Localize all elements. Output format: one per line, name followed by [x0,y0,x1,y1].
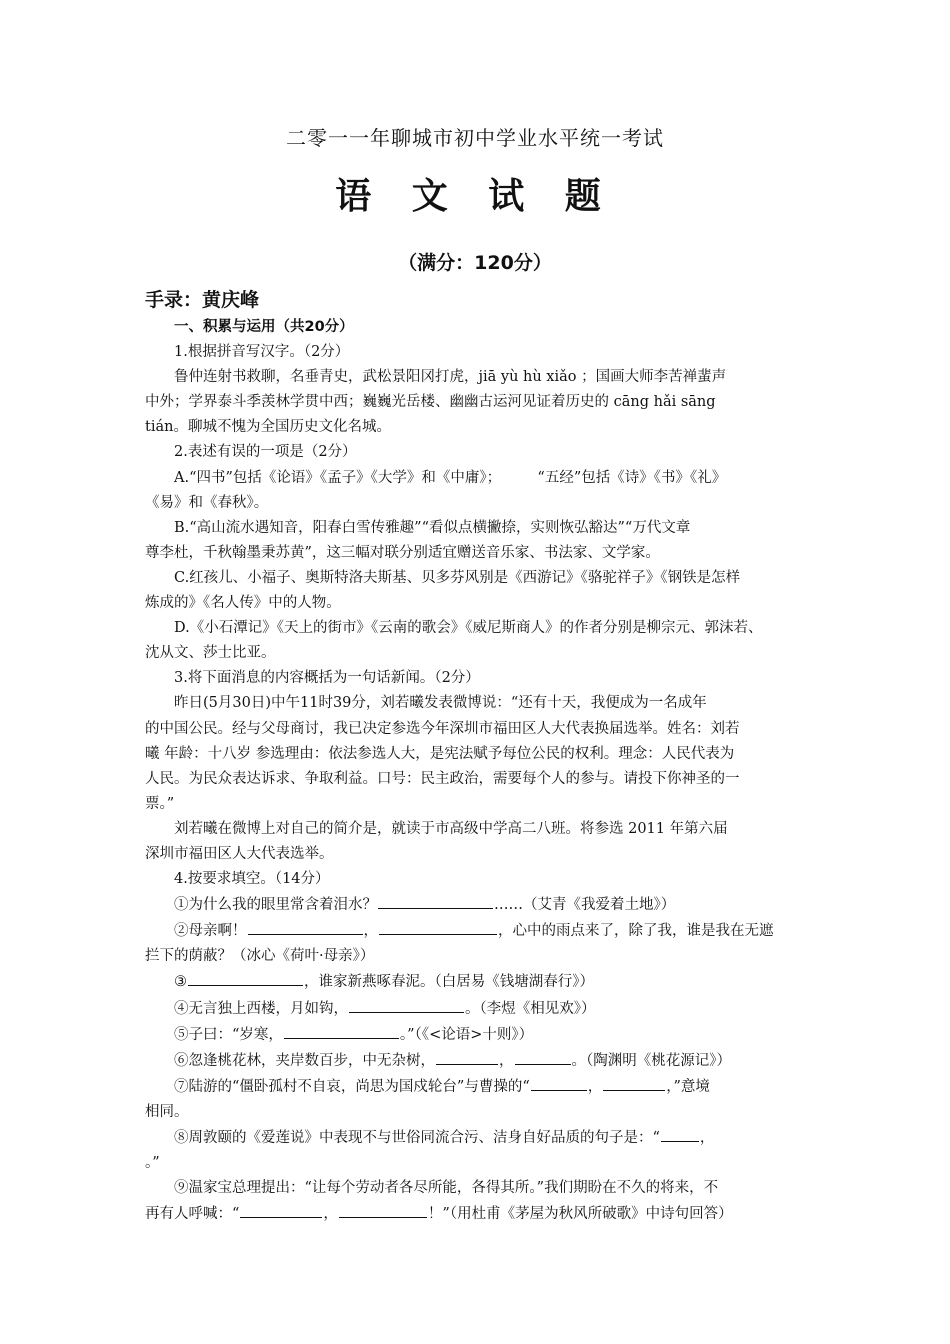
full-score: （满分：120分） [398,252,552,274]
option-c: C.红孩儿、小福子、奥斯特洛夫斯基、贝多芬风别是《西游记》《骆驼祥子》《钢铁是怎样 [174,569,741,586]
answer-blank[interactable] [436,1048,498,1065]
fill-item-text: ②母亲啊！ [174,923,247,940]
fill-item-text: ， [363,923,378,940]
exam-title: 语 文 试 题 [335,176,615,217]
answer-blank[interactable] [188,969,303,986]
option-a-cont: 《易》和《春秋》。 [145,494,269,511]
answer-blank[interactable] [339,1201,427,1218]
news-text-line: 票。” [145,795,175,812]
option-a: A.“四书”包括《论语》《孟子》《大学》和《中庸》； “五经”包括《诗》《书》《礼》 [174,469,727,486]
answer-blank[interactable] [661,1125,699,1142]
option-b: B.“高山流水遇知音，阳春白雪传雅趣”“看似点横撇捺，实则恢弘豁达”“万代文章 [174,519,691,536]
fill-item-text: ，谁家新燕啄春泥。（白居易《钱塘湖春行》） [304,974,594,991]
question-1-text-line: 鲁仲连射书救聊，名垂青史，武松景阳冈打虎，jiā yù hù xiǎo ；国画大师李苦禅蜚声 [174,369,727,386]
fill-item-text: ①为什么我的眼里常含着泪水？ [174,897,377,914]
answer-blank[interactable] [248,918,363,935]
fill-item-text: ③ [174,974,187,991]
fill-item-text: ……（艾青《我爱着土地》） [494,897,676,914]
fill-item-text: ，心中的雨点来了，除了我，谁是我在无遮 [498,923,774,940]
fill-item-2 [145,918,810,944]
exam-subtitle: 二零一一年聊城市初中学业水平统一考试 [286,126,664,150]
exam-content [145,315,810,1227]
fill-item-text: ， [587,1078,603,1095]
question-1-text-line: 中外；学界泰斗季羡林学贯中西；巍巍光岳楼、幽幽古运河见证着历史的 cāng hǎi sāng [145,394,716,411]
news-text-line: 深圳市福田区人大代表选举。 [145,845,334,862]
fill-item-8 [145,1125,810,1151]
answer-blank[interactable] [378,892,493,909]
fill-item-text: ， [323,1206,338,1223]
answer-blank[interactable] [531,1074,587,1091]
answer-blank[interactable] [603,1074,665,1091]
fill-item-4 [145,996,810,1022]
option-b-cont: 尊李杜，千秋翰墨秉苏黄”，这三幅对联分别适宜赠送音乐家、书法家、文学家。 [145,544,660,561]
fill-item-text: ⑧周敦颐的《爱莲说》中表现不与世俗同流合污、洁身自好品质的句子是：“ [174,1130,660,1146]
news-text-line: 昨日(5月30日)中午11时39分，刘若曦发表微博说：“还有十天，我便成为一名成年 [174,695,707,712]
fill-item-2-cont: 拦下的荫蔽？（冰心《荷叶·母亲》） [145,948,375,965]
question-4-stem: 4.按要求填空。（14分） [174,871,330,888]
fill-item-text: ⑦陆游的“僵卧孤村不自哀，尚思为国戍轮台”与曹操的“ [174,1078,530,1095]
fill-item-text: 。（李煜《相见欢》） [465,1000,596,1017]
section-heading: 一、积累与运用（共20分） [174,319,354,335]
news-text-line: 曦 年龄：十八岁 参选理由：依法参选人大，是宪法赋予每位公民的权利。理念：人民代表为 [145,745,735,762]
fill-item-text: ，”意境 [666,1078,710,1095]
fill-item-3 [145,969,810,995]
question-2-stem: 2.表述有误的一项是（2分） [174,444,357,461]
option-d-cont: 沈从文、莎士比亚。 [145,645,276,662]
fill-item-text: ④无言独上西楼，月如钩， [174,1000,348,1017]
option-c-cont: 炼成的》《名人传》中的人物。 [145,595,341,612]
news-text-line: 刘若曦在微博上对自己的简介是，就读于市高级中学高二八班。将参选 2011 年第六届 [174,820,728,837]
fill-item-8-cont [145,1151,810,1176]
fill-item-9: ⑨温家宝总理提出：“让每个劳动者各尽所能，各得其所。”我们期盼在不久的将来，不 [174,1180,719,1197]
fill-item-7-cont: 相同。 [145,1103,189,1120]
news-text-line: 人民。为民众表达诉求、争取利益。口号：民主政治，需要每个人的参与。请投下你神圣的一 [145,770,740,787]
option-d: D.《小石潭记》《天上的街市》《云南的歌会》《威尼斯商人》的作者分别是柳宗元、郭沫若、 [174,620,763,637]
fill-item-text: ⑤子曰：“岁寒， [174,1026,283,1043]
fill-item-9-cont [145,1201,810,1227]
answer-blank[interactable] [349,996,464,1013]
answer-blank[interactable] [515,1048,571,1065]
fill-item-text: ⑥忽逢桃花林，夹岸数百步，中无杂树， [174,1052,435,1069]
question-1-text-line: tián。聊城不愧为全国历史文化名城。 [145,419,391,436]
recorder-credit: 手录：黄庆峰 [145,289,260,311]
fill-item-text: ， [499,1052,514,1069]
fill-item-text: 。（陶渊明《桃花源记》） [571,1052,731,1069]
fill-item-1 [145,892,810,918]
fill-item-text: 。” [145,1155,160,1172]
fill-item-6 [145,1048,810,1074]
answer-blank[interactable] [379,918,497,935]
fill-item-text: ！”（用杜甫《茅屋为秋风所破歌》中诗句回答） [427,1206,733,1223]
answer-blank[interactable] [240,1201,322,1218]
fill-item-text: ， [699,1130,715,1146]
fill-item-text: 再有人呼喊：“ [145,1206,240,1223]
fill-item-5 [145,1022,810,1048]
news-text-line: 的中国公民。经与父母商讨，我已决定参选今年深圳市福田区人大代表换届选举。姓名：刘若 [145,720,740,737]
question-3-stem: 3.将下面消息的内容概括为一句话新闻。（2分） [174,670,480,687]
answer-blank[interactable] [284,1022,399,1039]
fill-item-7 [145,1074,810,1100]
fill-item-text: 。”（《<论语>十则》） [399,1026,534,1043]
question-1-stem: 1.根据拼音写汉字。（2分） [174,344,350,361]
